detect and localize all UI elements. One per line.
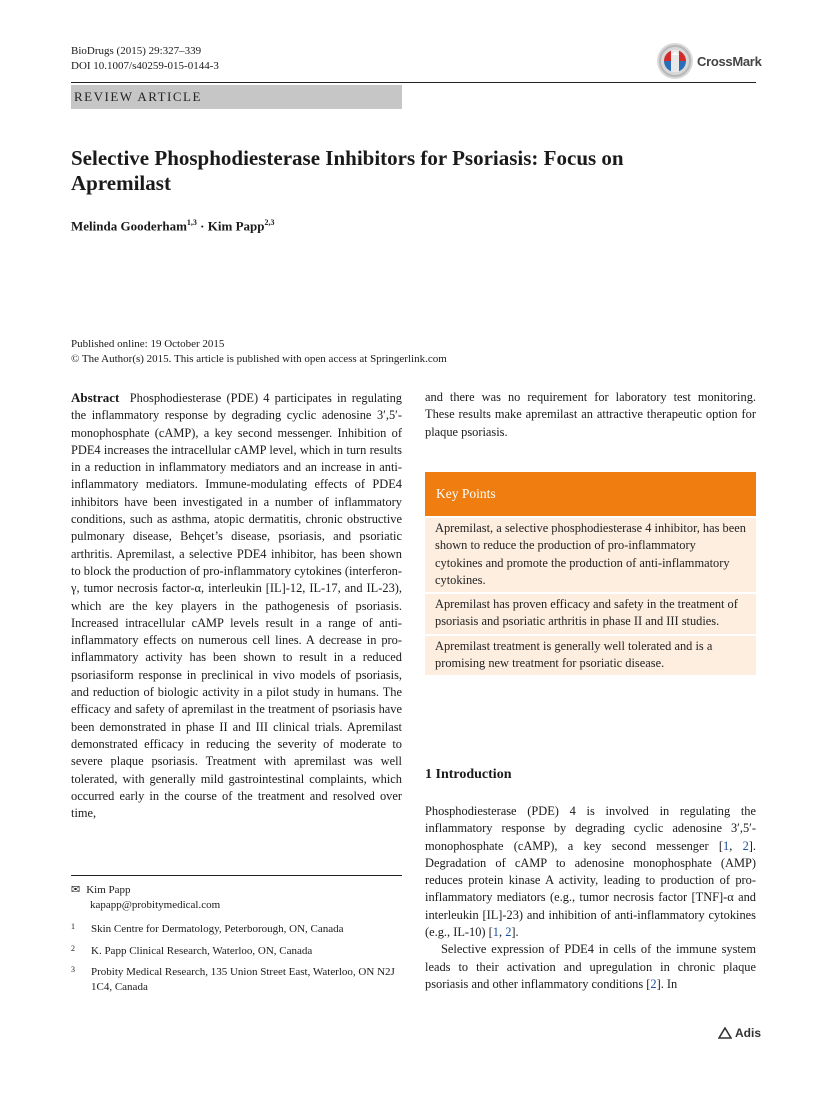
abstract-label: Abstract — [71, 390, 120, 405]
corresponding-author: Kim Papp — [86, 884, 131, 896]
key-point-item: Apremilast has proven efficacy and safety in the treatment of psoriasis and psoriatic arthritis in phase II and III studies. — [425, 592, 756, 634]
copyright-notice: © The Author(s) 2015. This article is published with open access at Springerlink.com — [71, 353, 447, 365]
abstract-continuation: and there was no requirement for laboratory test monitoring. These results make apremilast an attractive therapeutic option for plaque psoriasis. — [425, 390, 756, 439]
publication-info — [71, 337, 447, 367]
crossmark-label: CrossMark — [697, 53, 762, 69]
crossmark-icon — [656, 42, 694, 80]
doi[interactable]: DOI 10.1007/s40259-015-0144-3 — [71, 60, 219, 72]
key-points-box — [425, 472, 756, 675]
article-type-banner: REVIEW ARTICLE — [71, 85, 402, 109]
crossmark-badge[interactable] — [656, 42, 762, 80]
affiliation-number: 1 — [71, 922, 75, 931]
citation-link[interactable]: 2 — [650, 976, 657, 991]
citation-link[interactable]: 2 — [742, 838, 749, 853]
key-point-item: Apremilast treatment is generally well tolerated and is a promising new treatment for psoriatic disease. — [425, 634, 756, 676]
introduction-body — [425, 803, 756, 993]
abstract-text: Phosphodiesterase (PDE) 4 participates in regulating the inflammatory response by degrading cyclic adenosine 3′,5′-monophosphate (cAMP), a key second messenger. Inhibition of PDE4 increases the intracellular cAMP level, which in turn results in a reduction in inflammatory mediators and an increase in anti-inflammatory mediators. Immune-modulating effects of PDE4 inhibitors have been investigated in a number of inflammatory conditions, such as asthma, atopic dermatitis, chronic obstructive pulmonary disease, Behçet’s disease, psoriasis, and psoriatic arthritis. Apremilast, a selective PDE4 inhibitor, has been shown to block the production of pro-inflammatory cytokines (interferon-γ, tumor necrosis factor-α, interleukin [IL]-12, IL-17, and IL-23), which are the key players in the pathogenesis of psoriasis. Increased intracellular cAMP levels result in a range of anti-inflammatory effects on numerous cell lines. A decrease in pro-inflammatory activity has been shown to result in a reduced psoriasiform response in preclinical in vivo models of psoriasis, and reduction of biologic activity in a pilot study in humans. The efficacy and safety of apremilast in the treatment of psoriasis have been demonstrated in phase II and III clinical trials. Apremilast demonstrated efficacy in reducing the severity of moderate to severe plaque psoriasis. Treatment with apremilast was well tolerated, with generally mild gastrointestinal complaints, which occurred early in the course of the treatment and resolved over time, — [71, 391, 402, 821]
affiliation-item — [71, 965, 402, 995]
key-point-item: Apremilast, a selective phosphodiesterase 4 inhibitor, has been shown to reduce the production of pro-inflammatory cytokines and promote the production of anti-inflammatory cytokines. — [425, 516, 756, 592]
envelope-icon: ✉ — [71, 883, 81, 896]
affiliation-text: K. Papp Clinical Research, Waterloo, ON, Canada — [91, 945, 313, 957]
abstract — [71, 389, 402, 822]
author-name[interactable]: Kim Papp — [207, 218, 265, 234]
affiliation-item — [71, 944, 402, 959]
affiliation-item — [71, 922, 402, 937]
footnote-rule — [71, 875, 402, 876]
citation-link[interactable]: 2 — [505, 925, 512, 940]
correspondence — [71, 882, 220, 913]
journal-citation: BioDrugs (2015) 29:327–339 — [71, 45, 202, 57]
journal-info — [71, 44, 219, 74]
published-date: Published online: 19 October 2015 — [71, 338, 225, 350]
article-title: Selective Phosphodiesterase Inhibitors for Psoriasis: Focus on Apremilast — [71, 146, 624, 195]
header-rule — [71, 82, 756, 83]
author-affiliation-ref: 1,3 — [186, 218, 197, 227]
author-name[interactable]: Melinda Gooderham — [71, 218, 187, 234]
adis-triangle-icon — [718, 1027, 732, 1039]
affiliation-text: Probity Medical Research, 135 Union Street East, Waterloo, ON N2J 1C4, Canada — [91, 966, 395, 993]
introduction-paragraph: Phosphodiesterase (PDE) 4 is involved in regulating the inflammatory response by degrading cyclic adenosine 3′,5′-monophosphate (cAMP), a key second messenger [1, 2]. Degradation of cAMP to adenosine monophosphate (AMP) reduces protein kinase A activity, leading to production of pro-inflammatory mediators (e.g., tumor necrosis factor [TNF]-α and interleukin [IL]-23) and inhibition of anti-inflammatory cytokines (e.g., IL-10) [1, 2]. — [425, 804, 756, 940]
citation-link[interactable]: 1 — [722, 838, 730, 853]
author-list — [71, 218, 274, 234]
corresponding-email[interactable]: kapapp@probitymedical.com — [90, 899, 221, 911]
author-affiliation-ref: 2,3 — [264, 218, 275, 227]
section-heading-introduction: 1 Introduction — [425, 767, 512, 782]
affiliation-number: 3 — [71, 965, 75, 974]
introduction-paragraph: Selective expression of PDE4 in cells of the immune system leads to their activation and upregulation in chronic plaque psoriasis and other inflammatory conditions [2]. In — [425, 942, 756, 991]
publisher-logo — [718, 1026, 761, 1040]
key-points-title: Key Points — [425, 472, 756, 516]
affiliation-text: Skin Centre for Dermatology, Peterborough, ON, Canada — [91, 923, 344, 935]
affiliation-number: 2 — [71, 944, 75, 953]
author-separator: · — [200, 218, 205, 234]
publisher-name: Adis — [735, 1026, 762, 1040]
citation-link[interactable]: 1 — [492, 925, 499, 940]
